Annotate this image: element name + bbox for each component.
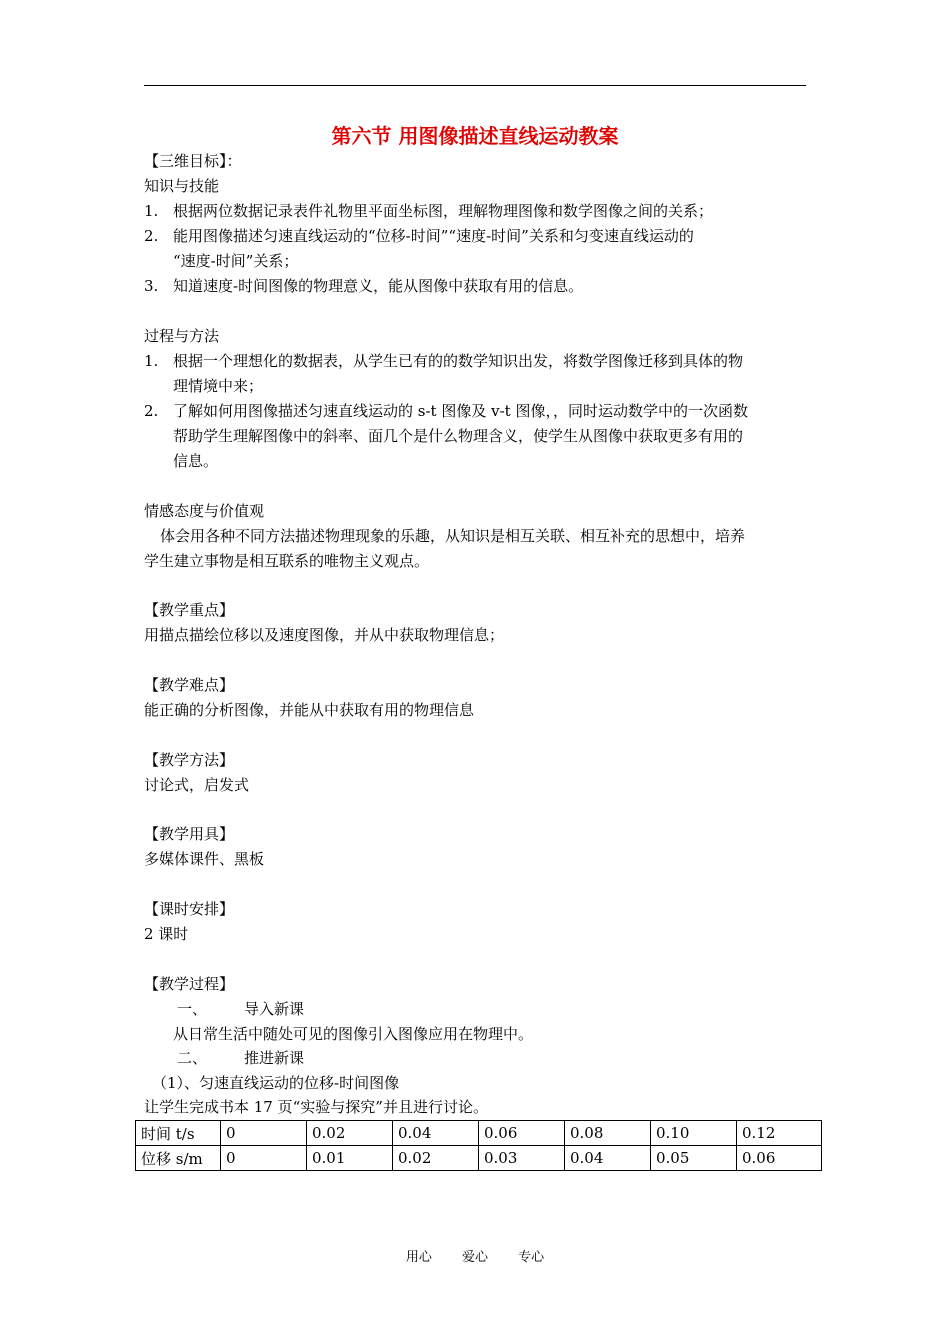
- tools-heading: 【教学用具】: [144, 825, 235, 843]
- list-item-continued: 信息。: [173, 452, 219, 470]
- table-cell: 0.08: [565, 1121, 651, 1146]
- footer-text: 专心: [518, 1250, 545, 1265]
- knowledge-heading: 知识与技能: [144, 177, 220, 195]
- schedule-text: 2 课时: [144, 925, 189, 943]
- process-heading: 过程与方法: [144, 327, 220, 345]
- footer-text: 爱心: [461, 1250, 488, 1265]
- footer-text: 用心: [405, 1250, 432, 1265]
- table-cell: 时间 t/s: [136, 1121, 221, 1146]
- table-row: [136, 1146, 822, 1171]
- paragraph-line: 学生建立事物是相互联系的唯物主义观点。: [144, 552, 430, 570]
- key-point-text: 用描点描绘位移以及速度图像，并从中获取物理信息；: [144, 626, 505, 644]
- table-cell: 0.10: [651, 1121, 737, 1146]
- key-point-heading: 【教学重点】: [144, 601, 235, 619]
- page-title: 第六节 用图像描述直线运动教案: [331, 124, 619, 148]
- teaching-process-heading: 【教学过程】: [144, 975, 235, 993]
- list-item: 能用图像描述匀速直线运动的“位移-时间”“速度-时间”关系和匀变速直线运动的: [173, 227, 694, 245]
- table-cell: 位移 s/m: [136, 1146, 221, 1171]
- difficulty-heading: 【教学难点】: [144, 676, 235, 694]
- list-number: 2.: [144, 402, 159, 420]
- table-cell: 0.01: [307, 1146, 393, 1171]
- table-cell: 0.02: [393, 1146, 479, 1171]
- list-item-continued: “速度-时间”关系；: [173, 252, 299, 270]
- list-number: 1.: [144, 202, 159, 220]
- table-cell: 0: [221, 1146, 307, 1171]
- list-number: 2.: [144, 227, 159, 245]
- table-cell: 0.02: [307, 1121, 393, 1146]
- goals-heading: 【三维目标】：: [144, 152, 242, 170]
- method-heading: 【教学方法】: [144, 751, 235, 769]
- list-number: 3.: [144, 277, 159, 295]
- schedule-heading: 【课时安排】: [144, 900, 235, 918]
- subsection-title: （1）、匀速直线运动的位移-时间图像: [152, 1074, 400, 1092]
- header-rule: [144, 85, 806, 86]
- paragraph-line: 体会用各种不同方法描述物理现象的乐趣，从知识是相互关联、相互补充的思想中，培养: [160, 527, 746, 545]
- table-cell: 0: [221, 1121, 307, 1146]
- step-number: 二、: [177, 1049, 208, 1067]
- tools-text: 多媒体课件、黑板: [144, 850, 265, 868]
- step-number: 一、: [177, 1000, 208, 1018]
- list-item: 根据一个理想化的数据表，从学生已有的的数学知识出发，将数学图像迁移到具体的物: [173, 352, 744, 370]
- method-text: 讨论式，启发式: [144, 776, 250, 794]
- list-number: 1.: [144, 352, 159, 370]
- table-cell: 0.04: [393, 1121, 479, 1146]
- step-text: 从日常生活中随处可见的图像引入图像应用在物理中。: [173, 1025, 534, 1043]
- emotion-heading: 情感态度与价值观: [144, 502, 265, 520]
- table-cell: 0.03: [479, 1146, 565, 1171]
- page-footer: [0, 1250, 950, 1266]
- table-cell: 0.12: [737, 1121, 822, 1146]
- data-table: [135, 1120, 822, 1171]
- table-row: [136, 1121, 822, 1146]
- table-cell: 0.05: [651, 1146, 737, 1171]
- difficulty-text: 能正确的分析图像，并能从中获取有用的物理信息: [144, 701, 475, 719]
- step-label: 导入新课: [244, 1000, 305, 1018]
- list-item: 知道速度-时间图像的物理意义，能从图像中获取有用的信息。: [173, 277, 584, 295]
- table-cell: 0.04: [565, 1146, 651, 1171]
- step-label: 推进新课: [244, 1049, 305, 1067]
- table-cell: 0.06: [479, 1121, 565, 1146]
- list-item-continued: 帮助学生理解图像中的斜率、面几个是什么物理含义，使学生从图像中获取更多有用的: [173, 427, 744, 445]
- table-cell: 0.06: [737, 1146, 822, 1171]
- list-item: 根据两位数据记录表件礼物里平面坐标图，理解物理图像和数学图像之间的关系；: [173, 202, 714, 220]
- list-item-continued: 理情境中来；: [173, 377, 264, 395]
- list-item: 了解如何用图像描述匀速直线运动的 s-t 图像及 v-t 图像，，同时运动数学中的一次函数: [173, 402, 748, 420]
- instruction-text: 让学生完成书本 17 页“实验与探究”并且进行讨论。: [144, 1098, 488, 1116]
